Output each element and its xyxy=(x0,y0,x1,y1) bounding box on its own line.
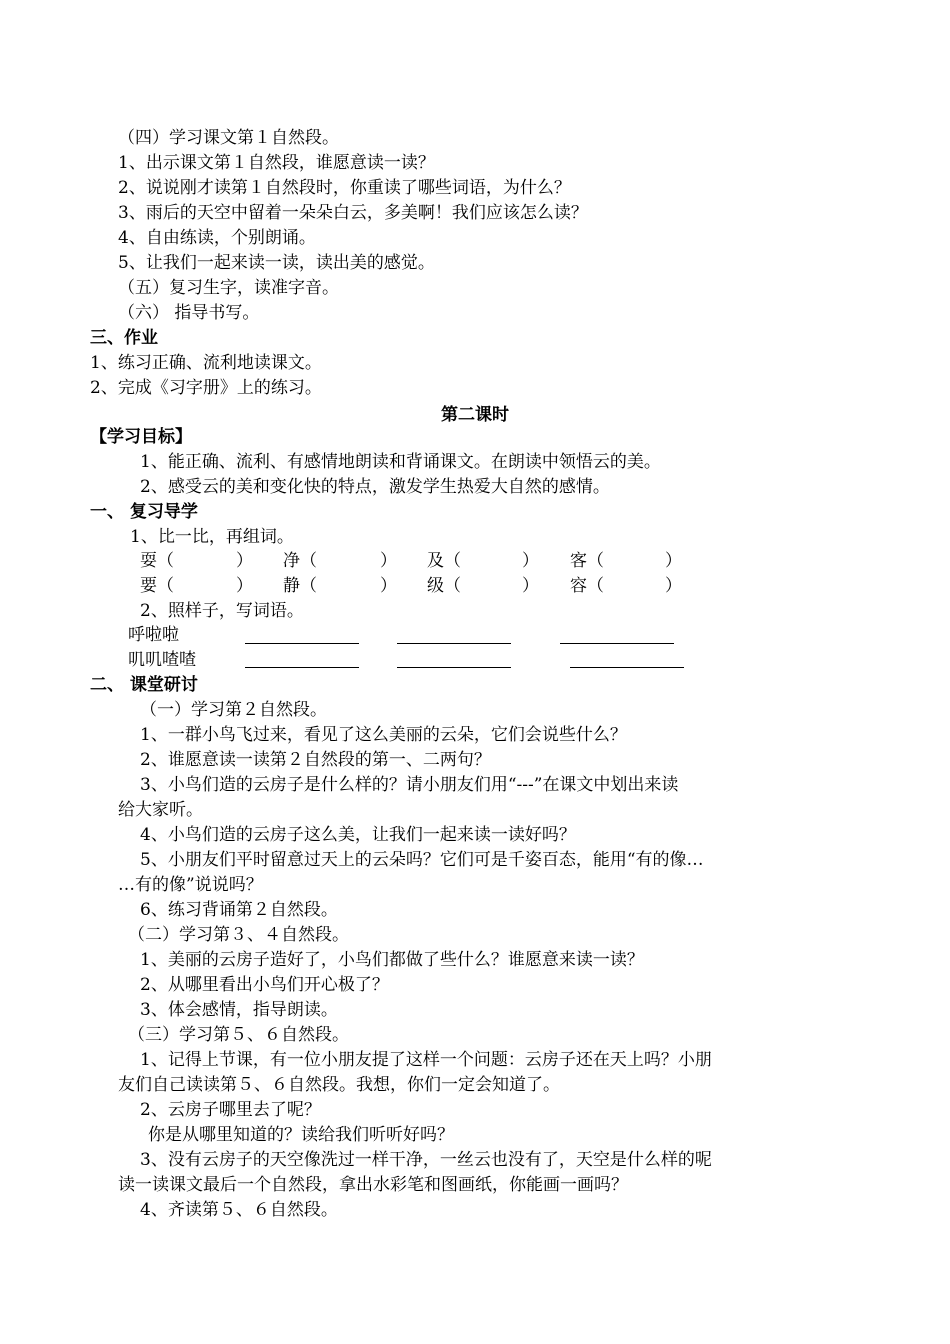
section-5-heading: （五）复习生字，读准字音。 xyxy=(118,278,339,298)
compare-char: 级（ xyxy=(427,576,461,596)
text-line: 1、记得上节课，有一位小朋友提了这样一个问题：云房子还在天上吗？小朋 xyxy=(140,1050,712,1070)
goals-heading: 【学习目标】 xyxy=(90,427,192,447)
text-line: 5、让我们一起来读一读，读出美的感觉。 xyxy=(118,253,435,273)
text-line: 4、小鸟们造的云房子这么美，让我们一起来读一读好吗？ xyxy=(140,825,576,845)
text-line: 2、感受云的美和变化快的特点，激发学生热爱大自然的感情。 xyxy=(140,477,610,497)
section-4-heading: （四）学习课文第１自然段。 xyxy=(118,128,339,148)
compare-char: 客（ xyxy=(570,551,604,571)
text-line: 1、比一比，再组词。 xyxy=(130,527,294,547)
compare-char: 容（ xyxy=(570,576,604,596)
text-line: 2、谁愿意读一读第２自然段的第一、二两句？ xyxy=(140,750,491,770)
section-6-heading: （六） 指导书写。 xyxy=(118,303,260,323)
text-line: 读一读课文最后一个自然段，拿出水彩笔和图画纸，你能画一画吗？ xyxy=(118,1175,628,1195)
text-line: 1、一群小鸟飞过来，看见了这么美丽的云朵，它们会说些什么？ xyxy=(140,725,627,745)
compare-paren: ） xyxy=(665,551,682,571)
text-line: …有的像”说说吗？ xyxy=(118,875,263,895)
example-word: 呼啦啦 xyxy=(128,625,179,645)
text-line: 1、练习正确、流利地读课文。 xyxy=(90,353,322,373)
text-line: 给大家听。 xyxy=(118,800,203,820)
compare-paren: ） xyxy=(236,576,253,596)
text-line: 友们自己读读第５、６自然段。我想，你们一定会知道了。 xyxy=(118,1075,560,1095)
compare-paren: ） xyxy=(380,551,397,571)
subsection-heading: （二）学习第３、４自然段。 xyxy=(128,925,349,945)
text-line: 3、没有云房子的天空像洗过一样干净，一丝云也没有了，天空是什么样的呢 xyxy=(140,1150,712,1170)
text-line: 2、照样子，写词语。 xyxy=(140,601,304,621)
example-word: 叽叽喳喳 xyxy=(128,650,196,670)
text-line: 3、雨后的天空中留着一朵朵白云，多美啊！我们应该怎么读？ xyxy=(118,203,588,223)
text-line: 3、小鸟们造的云房子是什么样的？请小朋友们用“---”在课文中划出来读 xyxy=(140,775,679,795)
text-line: 3、体会感情，指导朗读。 xyxy=(140,1000,338,1020)
text-line: 4、齐读第５、６自然段。 xyxy=(140,1200,338,1220)
compare-paren: ） xyxy=(380,576,397,596)
text-line: 2、从哪里看出小鸟们开心极了？ xyxy=(140,975,389,995)
text-line: 1、美丽的云房子造好了，小鸟们都做了些什么？谁愿意来读一读？ xyxy=(140,950,644,970)
class-heading: 二、 课堂研讨 xyxy=(90,675,198,695)
compare-char: 要（ xyxy=(140,576,174,596)
answer-blank[interactable] xyxy=(245,643,359,644)
text-line: 1、出示课文第１自然段，谁愿意读一读？ xyxy=(118,153,435,173)
text-line: 你是从哪里知道的？读给我们听听好吗？ xyxy=(148,1125,454,1145)
text-line: 1、能正确、流利、有感情地朗读和背诵课文。在朗读中领悟云的美。 xyxy=(140,452,661,472)
subsection-heading: （一）学习第２自然段。 xyxy=(140,700,327,720)
text-line: 2、说说刚才读第１自然段时，你重读了哪些词语，为什么？ xyxy=(118,178,571,198)
text-line: 2、完成《习字册》上的练习。 xyxy=(90,378,322,398)
answer-blank[interactable] xyxy=(397,667,511,668)
review-heading: 一、 复习导学 xyxy=(90,502,198,522)
compare-char: 净（ xyxy=(283,551,317,571)
homework-heading: 三、作业 xyxy=(90,328,158,348)
compare-paren: ） xyxy=(522,576,539,596)
answer-blank[interactable] xyxy=(245,667,359,668)
compare-char: 及（ xyxy=(427,551,461,571)
subsection-heading: （三）学习第５、６自然段。 xyxy=(128,1025,349,1045)
compare-paren: ） xyxy=(665,576,682,596)
answer-blank[interactable] xyxy=(560,643,674,644)
compare-char: 耍（ xyxy=(140,551,174,571)
compare-paren: ） xyxy=(236,551,253,571)
answer-blank[interactable] xyxy=(570,667,684,668)
text-line: 5、小朋友们平时留意过天上的云朵吗？它们可是千姿百态，能用“有的像… xyxy=(140,850,704,870)
text-line: 2、云房子哪里去了呢？ xyxy=(140,1100,321,1120)
text-line: 6、练习背诵第２自然段。 xyxy=(140,900,338,920)
page-title: 第二课时 xyxy=(441,405,509,425)
compare-char: 静（ xyxy=(283,576,317,596)
answer-blank[interactable] xyxy=(397,643,511,644)
text-line: 4、自由练读，个别朗诵。 xyxy=(118,228,316,248)
compare-paren: ） xyxy=(522,551,539,571)
